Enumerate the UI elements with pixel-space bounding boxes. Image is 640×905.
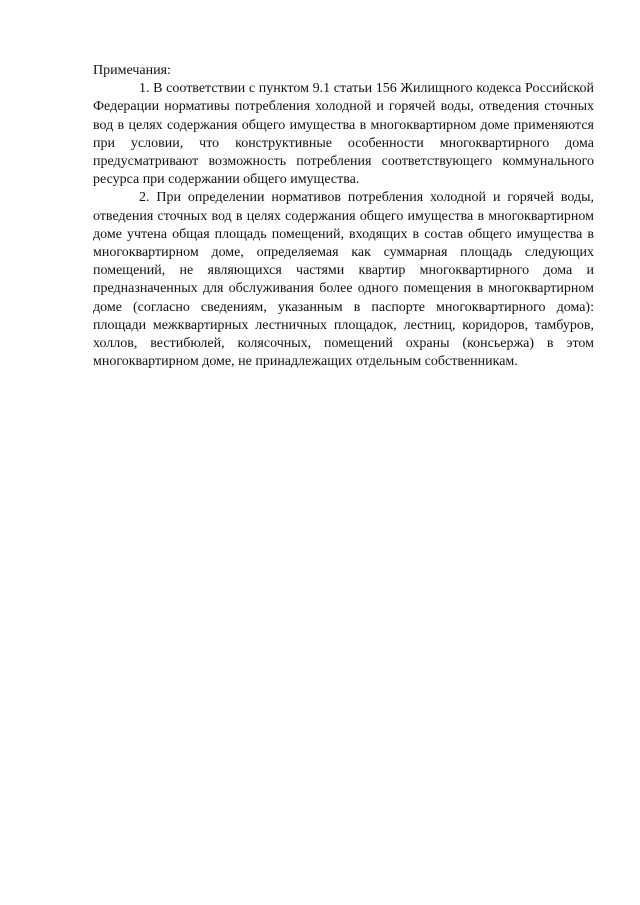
notes-title: Примечания:: [93, 63, 171, 78]
note-item-1: 1. В соответствии с пунктом 9.1 статьи 156 Жилищного кодекса Российской Федерации нормативы потребления холодной и горячей воды, отведения сточных вод в целях содержания общего имущества в многоквартирном доме применяются при условии, что конструктивные особенности многоквартирного дома предусматривают возможность потребления соответствующего коммунального ресурса при содержании общего имущества.: [93, 81, 594, 188]
note-item-2: 2. При определении нормативов потребления холодной и горячей воды, отведения сточных вод в целях содержания общего имущества в многоквартирном доме учтена общая площадь помещений, входящих в состав общего имущества в многоквартирном доме, определяемая как суммарная площадь следующих помещений, не являющихся частями квартир многоквартирного дома и предназначенных для обслуживания более одного помещения в многоквартирном доме (согласно сведениям, указанным в паспорте многоквартирного дома): площади межквартирных лестничных площадок, лестниц, коридоров, тамбуров, холлов, вестибюлей, колясочных, помещений охраны (консьержа) в этом многоквартирном доме, не принадлежащих отдельным собственникам.: [93, 190, 594, 370]
document-page: [93, 62, 594, 371]
